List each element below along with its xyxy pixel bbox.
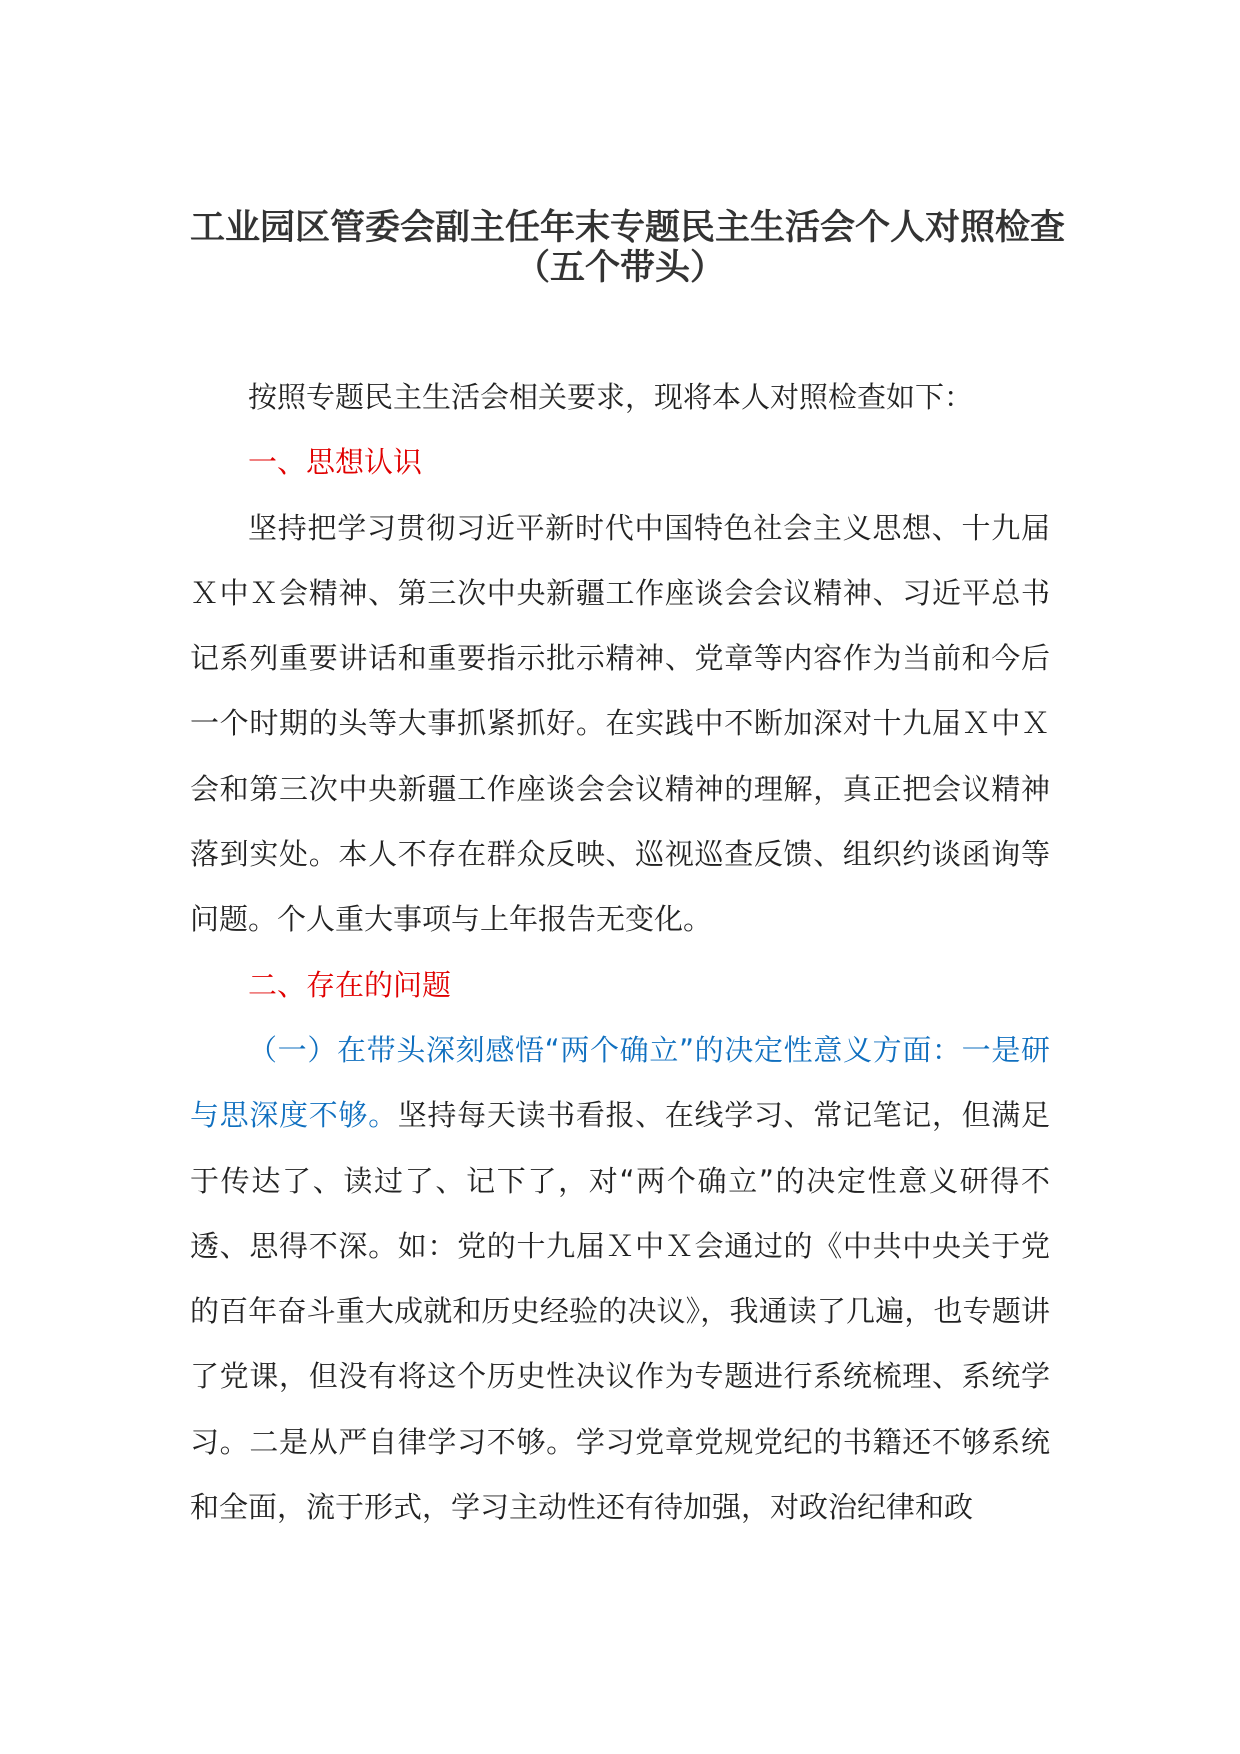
section1-heading: 一、思想认识	[248, 445, 423, 480]
section2-heading: 二、存在的问题	[248, 967, 452, 1002]
document-body	[190, 365, 1050, 1540]
intro-paragraph: 按照专题民主生活会相关要求，现将本人对照检查如下：	[248, 380, 974, 414]
document-title-line2: （五个带头）	[514, 248, 725, 288]
section2-item1-lead: （一）在带头深刻感悟“两个确立”的决定性意义方面：一是研与思深度不够。	[190, 1032, 1050, 1133]
section2-item1-paragraph	[190, 1018, 1050, 1540]
section1-paragraph: 坚持把学习贯彻习近平新时代中国特色社会主义思想、十九届Ｘ中Ｘ会精神、第三次中央新疆工作座谈会会议精神、习近平总书记系列重要讲话和重要指示批示精神、党章等内容作为当前和今后一个时期的头等大事抓紧抓好。在实践中不断加深对十九届Ｘ中Ｘ会和第三次中央新疆工作座谈会会议精神的理解，真正把会议精神落到实处。本人不存在群众反映、巡视巡查反馈、组织约谈函询等问题。个人重大事项与上年报告无变化。	[190, 510, 1050, 937]
document-title-line1: 工业园区管委会副主任年末专题民主生活会个人对照检查	[190, 208, 1066, 248]
section2-item1-text: 坚持每天读书看报、在线学习、常记笔记，但满足于传达了、读过了、记下了，对“两个确立”的决定性意义研得不透、思得不深。如：党的十九届Ｘ中Ｘ会通过的《中共中央关于党的百年奋斗重大成就和历史经验的决议》，我通读了几遍，也专题讲了党课，但没有将这个历史性决议作为专题进行系统梳理、系统学习。二是从严自律学习不够。学习党章党规党纪的书籍还不够系统和全面，流于形式，学习主动性还有待加强，对政治纪律和政	[190, 1098, 1050, 1525]
